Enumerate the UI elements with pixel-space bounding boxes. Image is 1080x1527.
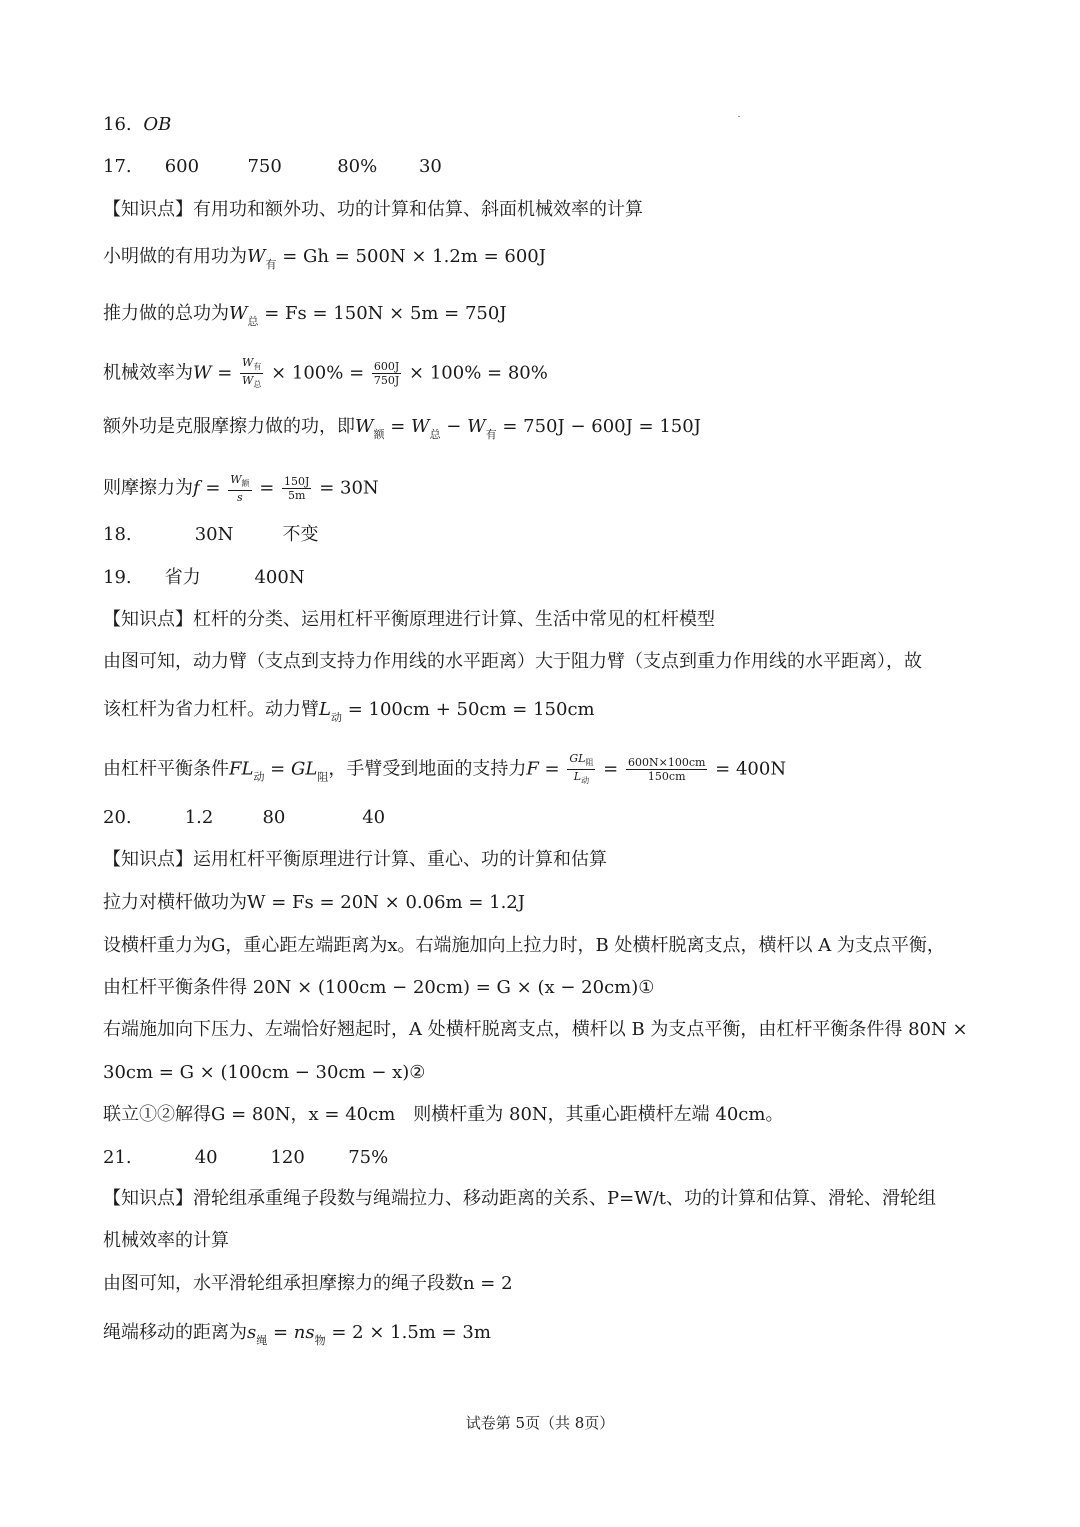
q17-line-3: 机械效率为W = $\frac{W_有}{W_总}$ × 100% = $\frac{600J}{750J}$ × 100% = 80% [103, 356, 548, 389]
q20-line-6: 联立①②解得G = 80N，x = 40cm 则横杆重为 80N，其重心距横杆左端 40cm。 [103, 1104, 784, 1125]
q19-line-1: 由图可知，动力臂（支点到支持力作用线的水平距离）大于阻力臂（支点到重力作用线的水平距离），故 [103, 651, 922, 672]
q17-answer-3: 80% [337, 156, 378, 177]
q20-answer-3: 40 [362, 807, 386, 828]
q17-l1-text: 小明做的有用功为 [103, 246, 247, 267]
q17-l3-text: 机械效率为 [103, 362, 193, 384]
q19-answer-2: 400N [254, 567, 305, 588]
frac-num: 150J [284, 475, 310, 488]
q20-answer-line [103, 804, 385, 832]
frac-num: 600J [373, 360, 400, 373]
friction-fraction: $\frac{W_额}{s}$ [230, 473, 250, 504]
q17-l2-eq: = Fs = 150N × 5m = 750J [264, 303, 507, 324]
q20-knowledge-point: 【知识点】运用杠杆平衡原理进行计算、重心、功的计算和估算 [103, 849, 607, 870]
q17-line-2: 推力做的总功为$W_总 = Fs = 150N \times 5m = 750J$ [103, 303, 507, 328]
q19-knowledge-point: 【知识点】杠杆的分类、运用杠杆平衡原理进行计算、生活中常见的杠杆模型 [103, 609, 715, 630]
q17-knowledge-point: 【知识点】有用功和额外功、功的计算和估算、斜面机械效率的计算 [103, 199, 643, 220]
q17-line-5: 则摩擦力为f = $\frac{W_额}{s}$ = $\frac{150J}{5m}$ = 30N [103, 473, 379, 504]
q21-answer-line [103, 1144, 388, 1172]
q17-answer-line [103, 153, 442, 181]
q18-number: 18. [103, 524, 132, 545]
q17-l3-eq2: × 100% = 80% [409, 362, 548, 384]
q20-line-1 [103, 889, 525, 917]
q17-line-1: 小明做的有用功为$W_有 = Gh = 500N \times 1.2m = 600J$ [103, 246, 546, 271]
q19-answer-line [103, 564, 305, 592]
q17-l2-text: 推力做的总功为 [103, 303, 229, 324]
q20-answer-2: 80 [262, 807, 286, 828]
q20-line-5: 30cm = G × (100cm − 30cm − x)② [103, 1062, 426, 1083]
q19-l3-text: 由杠杆平衡条件 [103, 758, 229, 780]
q18-answer-2: 不变 [282, 524, 319, 545]
q17-answer-4: 30 [418, 156, 442, 177]
frac-num: 600N×100cm [627, 756, 706, 769]
q20-l1-eq: W = Fs = 20N × 0.06m = 1.2J [247, 892, 525, 913]
q21-l2-text: 绳端移动的距离为 [103, 1322, 247, 1343]
q20-line-3: 由杠杆平衡条件得 20N × (100cm − 20cm) = G × (x − 20cm)① [103, 977, 655, 998]
q19-line-2: 该杠杆为省力杠杆。动力臂$L_动 = 100cm + 50cm = 150cm$ [103, 699, 595, 724]
q17-l1-eq: = Gh = 500N × 1.2m = 600J [282, 246, 546, 267]
lever-fraction: $\frac{GL_阻}{L_动}$ [569, 752, 594, 785]
q17-l5-text: 则摩擦力为 [103, 477, 193, 499]
q21-number: 21. [103, 1147, 132, 1168]
lever-value-fraction [626, 756, 707, 783]
q20-line-2: 设横杆重力为G，重心距左端距离为x。右端施加向上拉力时，B 处横杆脱离支点，横杆以 A 为支点平衡， [103, 935, 945, 956]
q21-l2-eq: = 2 × 1.5m = 3m [331, 1322, 491, 1343]
q18-answer-1: 30N [194, 524, 234, 545]
q16-answer-line [103, 111, 171, 139]
q21-answer-3: 75% [348, 1147, 389, 1168]
q17-l3-eq: × 100% = [271, 362, 365, 384]
speck [738, 116, 740, 117]
q18-answer-line [103, 521, 318, 549]
q20-l1-text: 拉力对横杆做功为 [103, 892, 247, 913]
q21-line-1: 由图可知，水平滑轮组承担摩擦力的绳子段数n = 2 [103, 1273, 513, 1294]
q19-l3-eq: = 400N [715, 758, 787, 780]
efficiency-fraction: $\frac{W_有}{W_总}$ [242, 356, 262, 389]
q20-number: 20. [103, 807, 132, 828]
q21-answer-1: 40 [194, 1147, 218, 1168]
q17-l4-eq: = 750J − 600J = 150J [502, 416, 701, 437]
q20-line-4: 右端施加向下压力、左端恰好翘起时，A 处横杆脱离支点，横杆以 B 为支点平衡，由杠杆平衡条件得 80N × [103, 1019, 968, 1040]
q17-answer-1: 600 [164, 156, 200, 177]
q21-knowledge-point: 【知识点】滑轮组承重绳子段数与绳端拉力、移动距离的关系、P=W/t、功的计算和估算、滑轮、滑轮组 [103, 1188, 936, 1209]
q19-answer-1: 省力 [164, 567, 201, 588]
frac-den: 150cm [647, 770, 686, 783]
friction-value-fraction [282, 475, 311, 502]
q21-line-2: 绳端移动的距离为$s_绳 = ns_物 = 2 \times 1.5m = 3m$ [103, 1322, 491, 1347]
q19-line-3: 由杠杆平衡条件$FL_动 = GL_阻$，手臂受到地面的支持力F = $\frac{GL_阻}{L_动}$ = $\frac{600N\times 100cm}{150cm}$ = 400N [103, 752, 787, 785]
q16-number: 16. [103, 114, 132, 135]
q16-answer: OB [143, 114, 172, 135]
q20-answer-1: 1.2 [184, 807, 214, 828]
q21-knowledge-point-cont: 机械效率的计算 [103, 1230, 229, 1251]
q17-number: 17. [103, 156, 132, 177]
efficiency-value-fraction [372, 360, 401, 387]
q17-l5-eq: = 30N [319, 477, 379, 499]
q21-answer-2: 120 [270, 1147, 305, 1168]
q19-l3-text2: ，手臂受到地面的支持力 [328, 758, 527, 780]
q19-l2-text: 该杠杆为省力杠杆。动力臂 [103, 699, 319, 720]
q19-l2-eq: = 100cm + 50cm = 150cm [347, 699, 595, 720]
q17-l4-text: 额外功是克服摩擦力做的功，即 [103, 416, 355, 437]
page-footer: 试卷第 5页（共 8页） [465, 1414, 615, 1432]
q17-line-4: 额外功是克服摩擦力做的功，即$W_额 = W_总 - W_有 = 750J - 600J = 150J$ [103, 416, 701, 441]
q19-number: 19. [103, 567, 132, 588]
frac-den: 750J [373, 374, 400, 387]
q17-answer-2: 750 [247, 156, 282, 177]
frac-den: 5m [288, 489, 306, 502]
